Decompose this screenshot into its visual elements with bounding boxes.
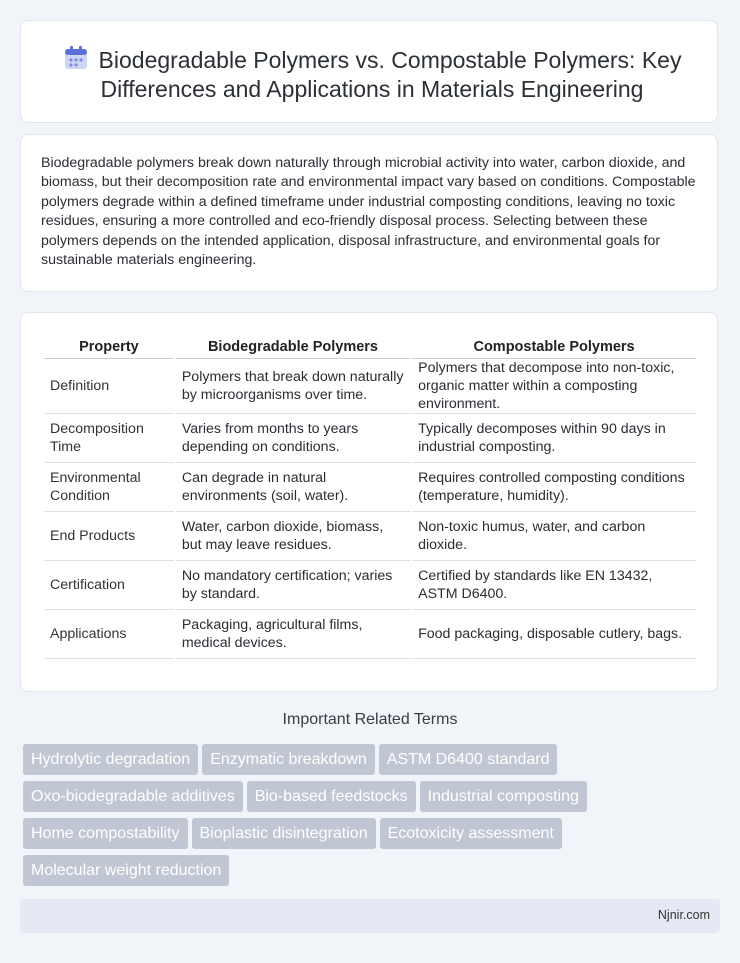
biodegradable-cell: Water, carbon dioxide, biomass, but may leave residues.: [176, 512, 410, 561]
property-cell: End Products: [44, 512, 174, 561]
footer-site-link[interactable]: Njnir.com: [657, 908, 710, 922]
biodegradable-cell: Packaging, agricultural films, medical devices.: [176, 610, 410, 659]
summary-paragraph: Biodegradable polymers break down naturally through microbial activity into water, carbon dioxide, and biomass, but their decomposition rate and environmental impact vary based on conditions. Compostable polymers degrade within a defined timeframe under industrial composting conditions, leaving no toxic residues, ensuring a more controlled and eco-friendly disposal process. Selecting between these polymers depends on the intended application, disposal infrastructure, and environmental goals for sustainable materials engineering.: [41, 155, 696, 269]
term-tag[interactable]: Industrial composting: [420, 781, 587, 812]
property-cell: Decomposition Time: [44, 414, 174, 463]
calendar-icon: [63, 45, 89, 71]
related-terms-heading: Important Related Terms: [282, 711, 458, 728]
compostable-cell: Typically decomposes within 90 days in industrial composting.: [412, 414, 696, 463]
table-row: [44, 414, 696, 463]
biodegradable-cell: Can degrade in natural environments (soil, water).: [176, 463, 410, 512]
table-row: [44, 359, 696, 414]
comparison-card: [20, 312, 718, 692]
property-cell: Applications: [44, 610, 174, 659]
term-tag[interactable]: Oxo-biodegradable additives: [23, 781, 243, 812]
biodegradable-cell: Polymers that break down naturally by microorganisms over time.: [176, 359, 410, 414]
page-title: Biodegradable Polymers vs. Compostable Polymers: Key Differences and Applications in Materials Engineering: [98, 47, 682, 102]
compostable-cell: Food packaging, disposable cutlery, bags.: [412, 610, 696, 659]
term-tag[interactable]: Bio-based feedstocks: [247, 781, 416, 812]
header-biodegradable: Biodegradable Polymers: [176, 335, 410, 359]
term-tag[interactable]: Molecular weight reduction: [23, 855, 229, 886]
table-row: [44, 463, 696, 512]
footer: [20, 899, 720, 933]
header-compostable: Compostable Polymers: [412, 335, 696, 359]
table-row: [44, 561, 696, 610]
term-tag[interactable]: Hydrolytic degradation: [23, 744, 198, 775]
term-tag[interactable]: Enzymatic breakdown: [202, 744, 375, 775]
compostable-cell: Requires controlled composting conditions (temperature, humidity).: [412, 463, 696, 512]
term-tag[interactable]: ASTM D6400 standard: [379, 744, 558, 775]
related-terms-list: [23, 744, 723, 892]
table-header-row: [44, 335, 696, 359]
biodegradable-cell: Varies from months to years depending on conditions.: [176, 414, 410, 463]
term-tag[interactable]: Bioplastic disintegration: [192, 818, 376, 849]
table-row: [44, 512, 696, 561]
property-cell: Environmental Condition: [44, 463, 174, 512]
term-tag[interactable]: Ecotoxicity assessment: [380, 818, 562, 849]
summary-card: [20, 134, 718, 292]
term-tag[interactable]: Home compostability: [23, 818, 188, 849]
compostable-cell: Non-toxic humus, water, and carbon dioxide.: [412, 512, 696, 561]
property-cell: Certification: [44, 561, 174, 610]
title-card: [20, 20, 718, 123]
property-cell: Definition: [44, 359, 174, 414]
header-property: Property: [44, 335, 174, 359]
compostable-cell: Certified by standards like EN 13432, ASTM D6400.: [412, 561, 696, 610]
table-row: [44, 610, 696, 659]
compostable-cell: Polymers that decompose into non-toxic, organic matter within a composting environment.: [412, 359, 696, 414]
comparison-table: [42, 335, 698, 659]
biodegradable-cell: No mandatory certification; varies by standard.: [176, 561, 410, 610]
